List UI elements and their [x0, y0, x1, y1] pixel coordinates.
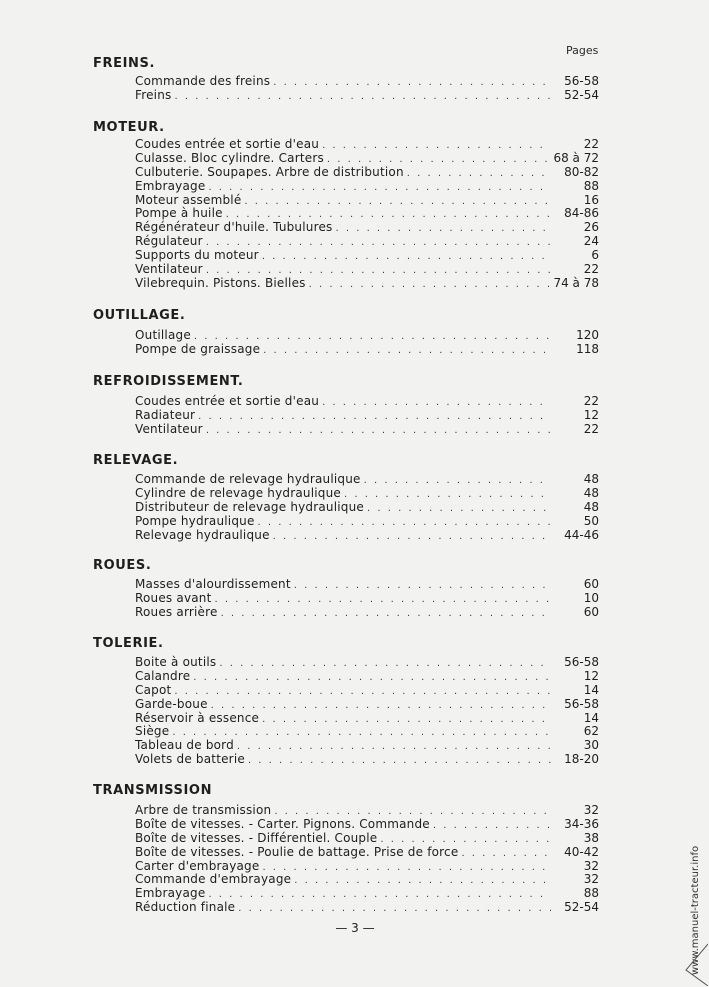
dot-leader [237, 740, 551, 754]
entry-page: 48 [583, 485, 599, 500]
dot-leader [219, 657, 551, 671]
toc-entry [135, 423, 599, 437]
entry-page: 120 [576, 328, 599, 342]
entry-label: Embrayage [135, 886, 206, 901]
entry-page: 74 à 78 [553, 275, 599, 290]
entry-page: 30 [583, 738, 599, 753]
dot-leader [174, 90, 551, 104]
dot-leader [263, 344, 551, 358]
entry-label: Roues avant [135, 590, 212, 605]
entry-page: 60 [583, 604, 599, 619]
section-entries-roues [135, 578, 599, 620]
toc-entry [135, 180, 599, 194]
toc-entry [135, 887, 599, 901]
entry-page: 12 [583, 407, 599, 422]
dot-leader [294, 874, 551, 888]
dot-leader [215, 593, 551, 607]
entry-page: 10 [583, 590, 599, 605]
entry-page: 24 [583, 234, 599, 249]
toc-entry [135, 684, 599, 698]
toc-entry [135, 487, 599, 501]
section-title-roues: ROUES. [93, 558, 152, 573]
dot-leader [208, 181, 551, 195]
toc-entry [135, 901, 599, 915]
entry-page: 32 [583, 872, 599, 887]
toc-entry [135, 207, 599, 221]
toc-entry [135, 263, 599, 277]
dot-leader [244, 195, 551, 209]
toc-entry [135, 818, 599, 832]
entry-label: Ventilateur [135, 262, 203, 277]
dot-leader [198, 410, 551, 424]
entry-label: Garde-boue [135, 696, 208, 711]
entry-label: Relevage hydraulique [135, 527, 270, 542]
dot-leader [336, 222, 552, 236]
entry-page: 52-54 [564, 900, 599, 915]
entry-page: 80-82 [564, 164, 599, 179]
entry-page: 12 [583, 668, 599, 683]
section-entries-transmission [135, 804, 599, 915]
entry-page: 22 [583, 421, 599, 436]
pages-column-header: Pages [566, 44, 599, 57]
dot-leader [364, 474, 551, 488]
dot-leader [433, 819, 551, 833]
section-entries-moteur [135, 138, 599, 291]
dot-leader [211, 699, 551, 713]
toc-entry [135, 804, 599, 818]
entry-label: Vilebrequin. Pistons. Bielles [135, 275, 306, 290]
entry-page: 56-58 [564, 696, 599, 711]
dot-leader [407, 167, 551, 181]
entry-label: Supports du moteur [135, 248, 259, 263]
toc-entry [135, 235, 599, 249]
entry-page: 48 [583, 472, 599, 486]
entry-page: 56-58 [564, 655, 599, 669]
toc-entry [135, 529, 599, 543]
dot-leader [248, 754, 551, 768]
entry-label: Embrayage [135, 178, 206, 193]
entry-label: Régulateur [135, 234, 203, 249]
section-title-freins: FREINS. [93, 56, 155, 71]
toc-entry [135, 343, 599, 357]
entry-label: Boîte de vitesses. - Carter. Pignons. Commande [135, 816, 430, 831]
dot-leader [258, 516, 551, 530]
entry-page: 48 [583, 499, 599, 514]
dot-leader [174, 685, 551, 699]
entry-page: 44-46 [564, 527, 599, 542]
toc-entry [135, 501, 599, 515]
section-entries-tolerie [135, 656, 599, 767]
dot-leader [221, 607, 551, 621]
entry-page: 50 [583, 513, 599, 528]
toc-entry [135, 395, 599, 409]
toc-entry [135, 578, 599, 592]
entry-page: 62 [583, 724, 599, 739]
entry-label: Tableau de bord [135, 738, 234, 753]
entry-label: Culasse. Bloc cylindre. Carters [135, 150, 324, 165]
entry-page: 34-36 [564, 816, 599, 831]
entry-label: Ventilateur [135, 421, 203, 436]
toc-entry [135, 739, 599, 753]
entry-label: Pompe hydraulique [135, 513, 255, 528]
entry-page: 84-86 [564, 206, 599, 221]
section-title-transmission: TRANSMISSION [93, 783, 213, 798]
toc-entry [135, 712, 599, 726]
entry-label: Outillage [135, 328, 191, 342]
toc-entry [135, 89, 599, 103]
entry-label: Commande d'embrayage [135, 872, 292, 887]
entry-label: Coudes entrée et sortie d'eau [135, 394, 320, 408]
entry-page: 26 [583, 220, 599, 235]
entry-page: 18-20 [564, 752, 599, 767]
section-entries-refroidissement [135, 395, 599, 437]
entry-page: 38 [583, 830, 599, 845]
dot-leader [309, 278, 550, 292]
entry-label: Distributeur de relevage hydraulique [135, 499, 365, 514]
entry-page: 52-54 [564, 87, 599, 102]
toc-entry [135, 409, 599, 423]
entry-page: 22 [583, 137, 599, 151]
entry-label: Réservoir à essence [135, 710, 260, 725]
toc-entry [135, 846, 599, 860]
entry-label: Réduction finale [135, 900, 236, 915]
toc-entry [135, 725, 599, 739]
toc-entry [135, 592, 599, 606]
entry-label: Régénérateur d'huile. Tubulures [135, 220, 333, 235]
entry-label: Cylindre de relevage hydraulique [135, 485, 341, 500]
entry-page: 56-58 [564, 74, 599, 88]
dot-leader [193, 671, 551, 685]
toc-entry [135, 138, 599, 152]
section-entries-freins [135, 75, 599, 103]
entry-label: Capot [135, 682, 172, 697]
section-title-moteur: MOTEUR. [93, 120, 165, 135]
dot-leader [344, 488, 551, 502]
toc-entry [135, 249, 599, 263]
dot-leader [206, 424, 551, 438]
toc-entry [135, 670, 599, 684]
entry-label: Pompe à huile [135, 206, 223, 221]
entry-page: 14 [583, 710, 599, 725]
dot-leader [461, 847, 551, 861]
watermark: www.manuel-tracteur.info [690, 845, 701, 975]
toc-entry [135, 860, 599, 874]
entry-label: Pompe de graissage [135, 341, 261, 356]
entry-label: Culbuterie. Soupapes. Arbre de distribution [135, 164, 404, 179]
entry-label: Moteur assemblé [135, 192, 242, 207]
section-title-tolerie: TOLERIE. [93, 636, 164, 651]
entry-page: 60 [583, 577, 599, 591]
entry-label: Boîte de vitesses. - Différentiel. Couple [135, 830, 378, 845]
entry-label: Boite à outils [135, 655, 217, 669]
entry-label: Coudes entrée et sortie d'eau [135, 137, 320, 151]
entry-page: 6 [591, 248, 599, 263]
toc-entry [135, 75, 599, 89]
toc-entry [135, 515, 599, 529]
entry-label: Radiateur [135, 407, 196, 422]
entry-label: Calandre [135, 668, 191, 683]
entry-page: 22 [583, 262, 599, 277]
entry-label: Carter d'embrayage [135, 858, 260, 873]
entry-page: 14 [583, 682, 599, 697]
dot-leader [273, 76, 551, 90]
dot-leader [238, 902, 551, 916]
dot-leader [273, 530, 551, 544]
dot-leader [367, 502, 551, 516]
entry-label: Arbre de transmission [135, 803, 272, 817]
entry-page: 22 [583, 394, 599, 408]
entry-label: Commande de relevage hydraulique [135, 472, 361, 486]
dot-leader [262, 250, 551, 264]
entry-page: 88 [583, 178, 599, 193]
section-title-relevage: RELEVAGE. [93, 453, 179, 468]
entry-page: 32 [583, 803, 599, 817]
section-title-refroidissement: REFROIDISSEMENT. [93, 374, 244, 389]
dot-leader [322, 396, 551, 410]
section-entries-outillage [135, 329, 599, 357]
entry-page: 16 [583, 192, 599, 207]
toc-entry [135, 473, 599, 487]
toc-entry [135, 698, 599, 712]
entry-label: Siège [135, 724, 170, 739]
page-number: — 3 — [335, 921, 375, 935]
dot-leader [262, 713, 551, 727]
entry-label: Freins [135, 87, 172, 102]
toc-entry [135, 277, 599, 291]
entry-label: Masses d'alourdissement [135, 577, 291, 591]
toc-entry [135, 194, 599, 208]
section-title-outillage: OUTILLAGE. [93, 308, 186, 323]
dot-leader [208, 888, 551, 902]
entry-label: Roues arrière [135, 604, 218, 619]
toc-entry [135, 832, 599, 846]
entry-page: 88 [583, 886, 599, 901]
toc-entry [135, 221, 599, 235]
entry-page: 68 à 72 [553, 150, 599, 165]
dot-leader [294, 579, 551, 593]
entry-label: Commande des freins [135, 74, 271, 88]
entry-label: Volets de batterie [135, 752, 245, 767]
entry-page: 118 [576, 341, 599, 356]
entry-page: 32 [583, 858, 599, 873]
dot-leader [262, 861, 551, 875]
toc-entry [135, 166, 599, 180]
entry-label: Boîte de vitesses. - Poulie de battage. Prise de force [135, 844, 459, 859]
toc-entry [135, 152, 599, 166]
toc-entry [135, 606, 599, 620]
toc-entry [135, 656, 599, 670]
toc-entry [135, 753, 599, 767]
toc-entry [135, 329, 599, 343]
entry-page: 40-42 [564, 844, 599, 859]
dot-leader [322, 139, 551, 153]
section-entries-relevage [135, 473, 599, 542]
toc-entry [135, 873, 599, 887]
